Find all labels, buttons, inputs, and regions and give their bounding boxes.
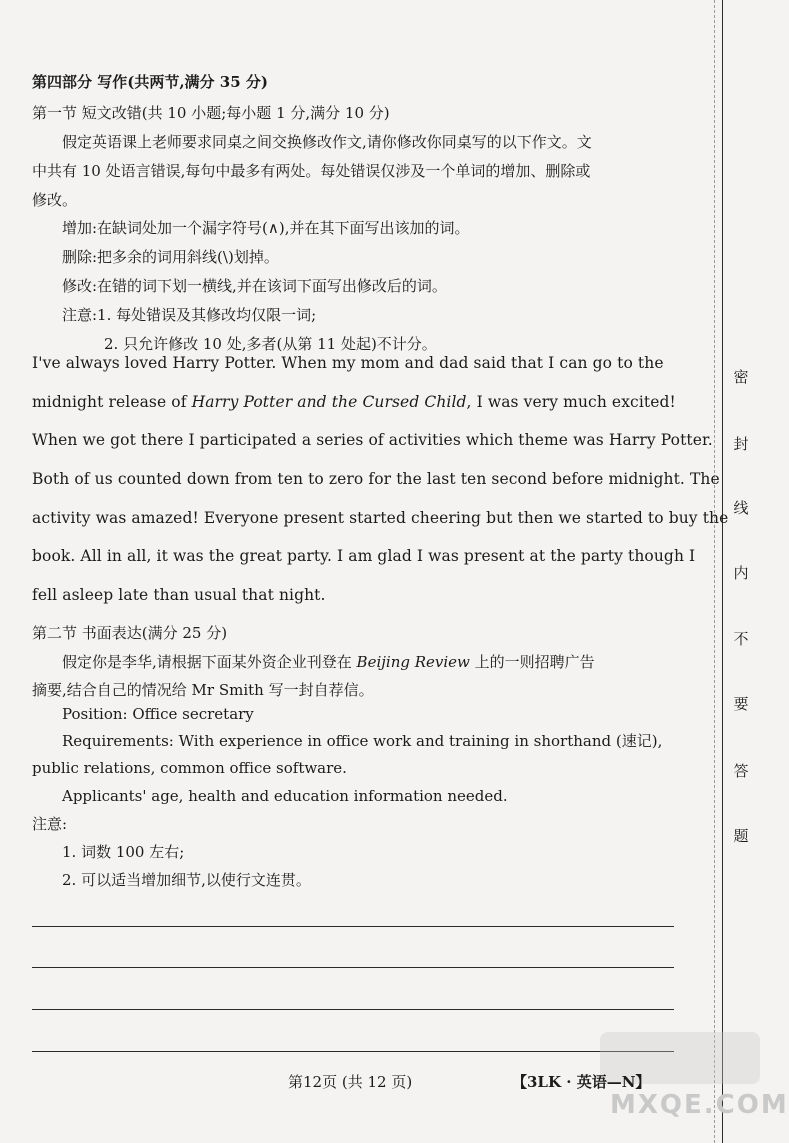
part-one-heading: 第一节 短文改错(共 10 小题;每小题 1 分,满分 10 分) — [32, 104, 390, 122]
magazine-name: Beijing Review — [356, 653, 470, 671]
binding-seal-char: 封 — [733, 435, 749, 453]
writing-line — [32, 1009, 674, 1010]
essay-line: activity was amazed! Everyone present started cheering but then we started to buy the — [32, 509, 729, 527]
notes-heading: 注意: — [32, 815, 68, 833]
instruction-line: 中共有 10 处语言错误,每句中最多有两处。每处错误仅涉及一个单词的增加、删除或 — [32, 162, 591, 180]
paper-code: 【3LK · 英语—N】 — [512, 1073, 651, 1091]
binding-seal-char: 答 — [733, 762, 749, 780]
page-number: 第12页 (共 12 页) — [288, 1073, 413, 1091]
rule-line: 2. 只允许修改 10 处,多者(从第 11 处起)不计分。 — [104, 335, 437, 353]
ad-line: Position: Office secretary — [62, 705, 254, 723]
writing-line — [32, 1051, 674, 1052]
essay-line: fell asleep late than usual that night. — [32, 586, 326, 604]
rule-line: 注意:1. 每处错误及其修改均仅限一词; — [62, 306, 317, 324]
binding-line — [722, 0, 723, 1143]
part-two-heading: 第二节 书面表达(满分 25 分) — [32, 624, 228, 642]
ad-line: Requirements: With experience in office work and training in shorthand (速记), — [62, 732, 663, 750]
binding-dashed-line — [714, 0, 715, 1143]
essay-text: , I was very much excited! — [466, 393, 676, 411]
rule-line: 修改:在错的词下划一横线,并在该词下面写出修改后的词。 — [62, 277, 447, 295]
essay-line — [32, 392, 676, 412]
essay-line: I've always loved Harry Potter. When my mom and dad said that I can go to the — [32, 354, 664, 372]
prompt-text: 假定你是李华,请根据下面某外资企业刊登在 — [62, 653, 357, 671]
prompt-line — [62, 652, 595, 672]
book-title: Harry Potter and the Cursed Child — [191, 393, 467, 411]
essay-line: book. All in all, it was the great party. I am glad I was present at the party though I — [32, 547, 696, 565]
writing-line — [32, 926, 674, 927]
binding-seal-char: 题 — [733, 827, 749, 845]
binding-seal-char: 内 — [733, 564, 749, 582]
writing-line — [32, 967, 674, 968]
note-line: 2. 可以适当增加细节,以使行文连贯。 — [62, 871, 311, 889]
binding-seal-char: 密 — [733, 368, 749, 386]
instruction-line: 修改。 — [32, 191, 78, 209]
essay-line: When we got there I participated a series of activities which theme was Harry Potter. — [32, 431, 713, 449]
rule-line: 删除:把多余的词用斜线(\)划掉。 — [62, 248, 279, 266]
essay-line: Both of us counted down from ten to zero for the last ten second before midnight. The — [32, 470, 720, 488]
watermark-text: MXQE.COM — [610, 1090, 789, 1120]
rule-line: 增加:在缺词处加一个漏字符号(∧),并在其下面写出该加的词。 — [62, 219, 470, 237]
note-line: 1. 词数 100 左右; — [62, 843, 185, 861]
ad-line: Applicants' age, health and education information needed. — [62, 787, 508, 805]
binding-seal-char: 线 — [733, 499, 749, 517]
binding-seal-char: 不 — [733, 630, 749, 648]
prompt-line: 摘要,结合自己的情况给 Mr Smith 写一封自荐信。 — [32, 681, 374, 699]
essay-text: midnight release of — [32, 393, 192, 411]
instruction-line: 假定英语课上老师要求同桌之间交换修改作文,请你修改你同桌写的以下作文。文 — [62, 133, 592, 151]
binding-seal-char: 要 — [733, 695, 749, 713]
prompt-text: 上的一则招聘广告 — [469, 653, 595, 671]
section-heading: 第四部分 写作(共两节,满分 35 分) — [32, 73, 268, 91]
ad-line: public relations, common office software. — [32, 759, 347, 777]
